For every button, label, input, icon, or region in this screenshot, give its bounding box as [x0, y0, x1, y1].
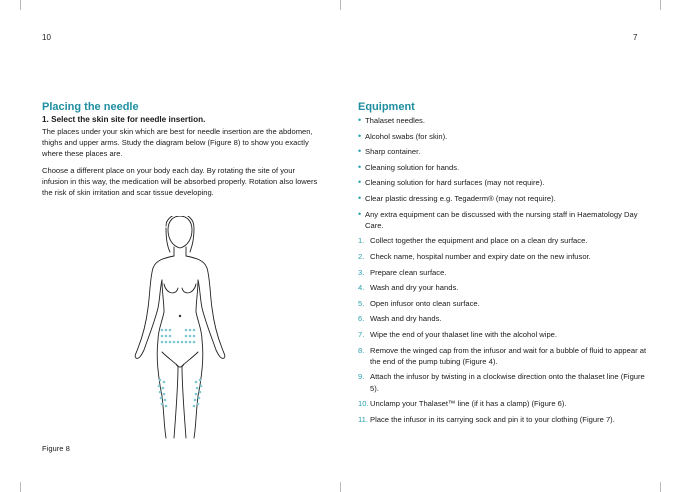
bullet-icon: •	[358, 177, 362, 188]
bullet-icon: •	[358, 208, 362, 219]
crop-mark	[20, 482, 21, 492]
step-number: 2.	[358, 251, 365, 261]
step-number: 1.	[358, 236, 365, 246]
step-number: 4.	[358, 283, 365, 293]
step-number: 11.	[358, 414, 368, 424]
bullet-icon: •	[358, 146, 362, 157]
list-item: • Any extra equipment can be discussed with the nursing staff in Haematology Day Care.	[358, 208, 638, 230]
step-item: 6. Wash and dry hands.	[358, 314, 442, 324]
page-number-right: 7	[633, 33, 638, 42]
bullet-icon: •	[358, 115, 362, 125]
step-item: 4. Wash and dry your hands.	[358, 283, 459, 293]
abdomen-injection-dots	[161, 329, 196, 344]
figure-caption: Figure 8	[42, 444, 70, 453]
list-item: • Clear plastic dressing e.g. Tegaderm® (may not require).	[358, 192, 556, 203]
list-item: • Cleaning solution for hard surfaces (may not require).	[358, 177, 545, 188]
step-item: 2. Check name, hospital number and expiry date on the new infusor.	[358, 251, 591, 261]
step-item: 9. Attach the infusor by twisting in a clockwise direction onto the thalaset line (Figure 5).	[358, 372, 645, 393]
list-item: • Sharp container.	[358, 146, 421, 157]
bullet-icon: •	[358, 130, 362, 141]
crop-mark	[20, 0, 21, 10]
list-item: • Alcohol swabs (for skin).	[358, 130, 448, 141]
thigh-injection-dots	[158, 379, 203, 408]
page-number-left: 10	[42, 33, 51, 42]
left-page	[42, 101, 322, 203]
list-item: • Thalaset needles.	[358, 115, 425, 125]
equipment-list	[358, 115, 650, 231]
step-number: 10.	[358, 399, 369, 409]
step-item: 8. Remove the winged cap from the infusor and wait for a bubble of fluid to appear at the end of the pump tubing (Figure 4).	[358, 345, 647, 366]
paragraph: Choose a different place on your body each day. By rotating the site of your infusion in this way, the medication will be absorbed properly. Rotation also lowers the risk of skin irritation and scar tissue developing.	[42, 165, 318, 198]
crop-mark	[340, 0, 341, 10]
procedure-steps	[358, 235, 650, 425]
step-number: 3.	[358, 267, 365, 277]
body-injection-sites-diagram	[120, 216, 240, 442]
step-item: 3. Prepare clean surface.	[358, 267, 447, 277]
crop-mark	[660, 0, 661, 10]
crop-mark	[660, 482, 661, 492]
step-number: 5.	[358, 298, 365, 308]
list-item: • Cleaning solution for hands.	[358, 161, 460, 172]
bullet-icon: •	[358, 192, 362, 203]
section-heading: Placing the needle	[42, 101, 139, 113]
bullet-icon: •	[358, 161, 362, 172]
section-heading: Equipment	[358, 101, 415, 113]
right-page	[358, 101, 650, 429]
step-item: 10. Unclamp your Thalaset™ line (if it has a clamp) (Figure 6).	[358, 399, 567, 409]
paragraph: The places under your skin which are best for needle insertion are the abdomen, thighs and upper arms. Study the diagram below (Figure 8) to show you exactly where these places are.	[42, 127, 313, 159]
body-outline	[135, 216, 225, 438]
step-item: 11. Place the infusor in its carrying sock and pin it to your clothing (Figure 7).	[358, 414, 615, 424]
crop-mark	[340, 482, 341, 492]
step-item: 7. Wipe the end of your thalaset line with the alcohol wipe.	[358, 329, 557, 339]
step-item: 1. Collect together the equipment and place on a clean dry surface.	[358, 236, 588, 246]
step-heading: 1. Select the skin site for needle insertion.	[42, 115, 206, 124]
step-number: 7.	[358, 329, 365, 339]
step-number: 6.	[358, 314, 365, 324]
step-number: 9.	[358, 372, 365, 382]
step-number: 8.	[358, 345, 365, 355]
step-item: 5. Open infusor onto clean surface.	[358, 298, 480, 308]
